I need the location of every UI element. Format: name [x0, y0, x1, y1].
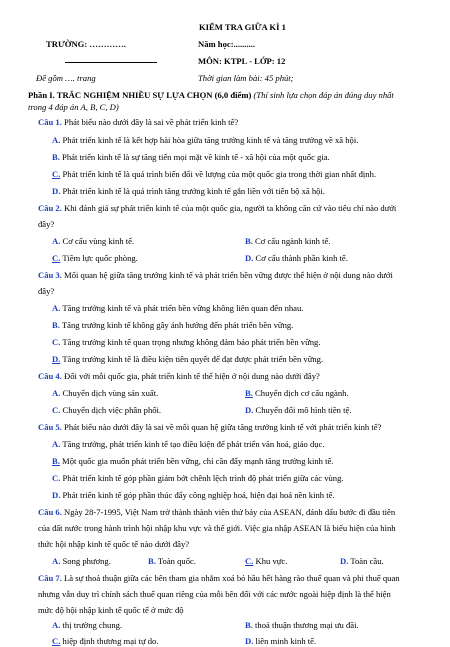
option-1c[interactable]: C. Phát triển kinh tế là quá trình biến đổi về lượng của một quốc gia trong thời gian nhất định.	[52, 169, 377, 179]
question-number: Câu 1.	[38, 117, 62, 127]
question-text-cont: của đất nước trong hành trình hội nhập khu vực và thế giới. Việc gia nhập ASEAN là biểu hiện của hình	[38, 523, 396, 533]
question-1	[38, 117, 238, 128]
option-7a[interactable]: A. thị trường chung.	[52, 620, 123, 630]
option-2a[interactable]: A. Cơ cấu vùng kinh tế.	[52, 236, 135, 246]
question-number: Câu 4.	[38, 371, 62, 381]
question-6	[38, 507, 395, 518]
question-text: Là sự thoả thuận giữa các bên tham gia nhằm xoá bỏ hầu hết hàng rào thuế quan và phi thuế quan	[64, 573, 400, 583]
header-divider	[65, 62, 157, 63]
option-7b[interactable]: B. thoả thuận thương mại ưu đãi.	[245, 620, 359, 630]
option-2b[interactable]: B. Cơ cấu ngành kinh tế.	[245, 236, 331, 246]
question-text: Khi đánh giá sự phát triển kinh tế của một quốc gia, người ta không căn cứ vào tiêu chí nào dưới	[64, 203, 397, 213]
option-3b[interactable]: B. Tăng trưởng kinh tế không gây ảnh hưởng đến phát triển bền vững.	[52, 320, 294, 330]
option-6a[interactable]: A. Song phương.	[52, 556, 111, 566]
question-text: Mối quan hệ giữa tăng trưởng kinh tế và phát triển bền vững được thể hiện ở nội dung nào dưới	[64, 270, 393, 280]
part1-instruction-cont: trong 4 đáp án A, B, C, D)	[28, 102, 119, 112]
option-2c[interactable]: C. Tiềm lực quốc phòng.	[52, 253, 138, 263]
option-7d[interactable]: D. liên minh kinh tế.	[245, 636, 317, 646]
option-4c[interactable]: C. Chuyển dịch việc phân phối.	[52, 405, 162, 415]
question-text-cont: đây?	[38, 286, 55, 296]
option-3c[interactable]: C. Tăng trưởng kinh tế quan trọng nhưng không đảm bảo phát triển bền vững.	[52, 337, 321, 347]
question-text: Phát biểu nào dưới đây là sai về mối quan hệ giữa tăng trưởng kinh tế với phát triển kinh tế?	[64, 422, 382, 432]
exam-title: KIỂM TRA GIỮA KÌ 1	[199, 22, 286, 32]
option-5a[interactable]: A. Tăng trưởng, phát triển kinh tế tạo điều kiện để phát triển văn hoá, giáo dục.	[52, 439, 325, 449]
question-text: Đối với mỗi quốc gia, phát triển kinh tế thể hiện ở nội dung nào dưới đây?	[64, 371, 320, 381]
question-number: Câu 3.	[38, 270, 62, 280]
question-number: Câu 6.	[38, 507, 62, 517]
option-4a[interactable]: A. Chuyển dịch vùng sản xuất.	[52, 388, 159, 398]
question-4	[38, 371, 320, 382]
option-7c[interactable]: C. hiệp định thương mại tự do.	[52, 636, 159, 646]
pages-label: Đề gồm …. trang	[36, 73, 96, 83]
option-6b[interactable]: B. Toàn quốc.	[148, 556, 196, 566]
question-text-cont: thức hội nhập kinh tế quốc tế nào dưới đây?	[38, 539, 190, 549]
school-label: TRƯỜNG: ………….	[46, 39, 126, 49]
question-text-cont: đây?	[38, 219, 55, 229]
question-text-cont: mức độ hội nhập kinh tế quốc tế ở mức độ	[38, 605, 184, 615]
part1-instruction: (Thí sinh lựa chọn đáp án đúng duy nhất	[253, 90, 394, 100]
option-3d[interactable]: D. Tăng trưởng kinh tế là điều kiện tiên quyết để đạt được phát triển bền vững.	[52, 354, 324, 364]
time-label: Thời gian làm bài: 45 phút;	[198, 73, 294, 83]
question-2	[38, 203, 396, 214]
option-1a[interactable]: A. Phát triển kinh tế là kết hợp hài hòa giữa tăng trưởng kinh tế và tăng trưởng về xã hội.	[52, 135, 359, 145]
option-5d[interactable]: D. Phát triển kinh tế góp phần thúc đẩy công nghiệp hoá, hiện đại hoá nền kinh tế.	[52, 490, 335, 500]
question-5	[38, 422, 381, 433]
option-3a[interactable]: A. Tăng trưởng kinh tế và phát triển bền vững không liên quan đến nhau.	[52, 303, 304, 313]
option-6d[interactable]: D. Toàn cầu.	[340, 556, 384, 566]
year-label: Năm học:..........	[198, 39, 256, 49]
question-text: Phát biểu nào dưới đây là sai về phát triển kinh tế?	[64, 117, 239, 127]
question-text-cont: nhưng vẫn duy trì chính sách thuế quan riêng của mỗi bên đối với các nước ngoài hiệp định là thể hiện	[38, 589, 391, 599]
option-1b[interactable]: B. Phát triển kinh tế là sự tăng tiến mọi mặt về kinh tế - xã hội của một quốc gia.	[52, 152, 330, 162]
part1-heading: Phần I. TRẮC NGHIỆM NHIỀU SỰ LỰA CHỌN (6,0 điểm)	[28, 90, 252, 100]
question-number: Câu 2.	[38, 203, 62, 213]
question-number: Câu 7.	[38, 573, 62, 583]
option-6c[interactable]: C. Khu vực.	[245, 556, 288, 566]
option-1d[interactable]: D. Phát triển kinh tế là quá trình tăng trưởng kinh tế gắn liền với tiến bộ xã hội.	[52, 186, 325, 196]
subject-label: MÔN: KTPL - LỚP: 12	[198, 56, 286, 66]
question-3	[38, 270, 393, 281]
question-text: Ngày 28-7-1995, Việt Nam trở thành thành viên thứ bảy của ASEAN, đánh dấu bước đi đầu tiên	[64, 507, 396, 517]
option-5b[interactable]: B. Một quốc gia muốn phát triển bền vững, chỉ cần đẩy mạnh tăng trưởng kinh tế.	[52, 456, 334, 466]
option-4b[interactable]: B. Chuyển dịch cơ cấu ngành.	[245, 388, 349, 398]
question-number: Câu 5.	[38, 422, 62, 432]
option-2d[interactable]: D. Cơ cấu thành phần kinh tế.	[245, 253, 348, 263]
option-4d[interactable]: D. Chuyển đổi mô hình tiền tệ.	[245, 405, 352, 415]
question-7	[38, 573, 400, 584]
part1-heading-line	[28, 90, 394, 101]
option-5c[interactable]: C. Phát triển kinh tế góp phần giảm bớt chênh lệch trình độ phát triển giữa các vùng.	[52, 473, 344, 483]
